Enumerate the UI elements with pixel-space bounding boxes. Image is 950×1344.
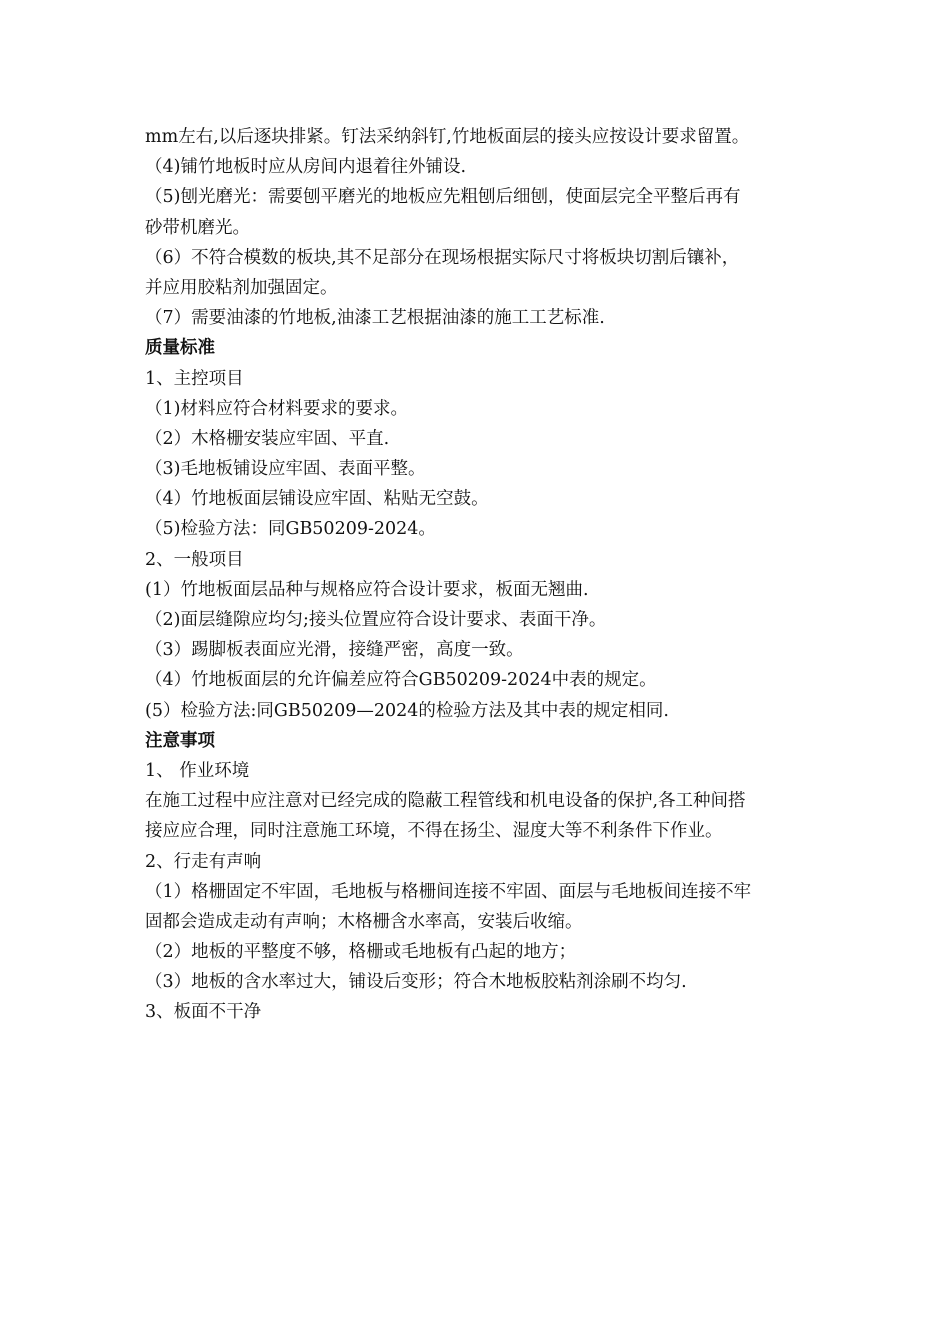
- list-item: （1)材料应符合材料要求的要求。: [145, 398, 408, 419]
- list-item: （3)毛地板铺设应牢固、表面平整。: [145, 459, 426, 480]
- paragraph-line: 接应应合理，同时注意施工环境，不得在扬尘、湿度大等不利条件下作业。: [145, 821, 723, 842]
- list-item: （3）地板的含水率过大，铺设后变形；符合木地板胶粘剂涂刷不均匀.: [145, 972, 687, 993]
- list-item: （5)检验方法：同GB50209-2024。: [145, 519, 436, 540]
- list-item: （1）格栅固定不牢固，毛地板与格栅间连接不牢固、面层与毛地板间连接不牢: [145, 881, 752, 902]
- paragraph-line: 固都会造成走动有声响；木格栅含水率高，安装后收缩。: [145, 911, 583, 932]
- subsection-heading: 2、行走有声响: [145, 851, 262, 872]
- subsection-heading: 1、主控项目: [145, 368, 244, 389]
- section-heading-quality-standard: 质量标准: [145, 338, 215, 359]
- list-item: (1）竹地板面层品种与规格应符合设计要求，板面无翘曲.: [145, 579, 589, 600]
- list-item: （4）竹地板面层的允许偏差应符合GB50209-2024中表的规定。: [145, 670, 657, 691]
- subsection-heading: 1、 作业环境: [145, 760, 250, 781]
- list-item: （6）不符合模数的板块,其不足部分在现场根据实际尺寸将板块切割后镶补，: [145, 247, 740, 268]
- list-item: （4)铺竹地板时应从房间内退着往外铺设.: [145, 157, 467, 178]
- list-item: （2）地板的平整度不够，格栅或毛地板有凸起的地方；: [145, 942, 577, 963]
- list-item: （5)刨光磨光：需要刨平磨光的地板应先粗刨后细刨，使面层完全平整后再有: [145, 187, 741, 208]
- list-item: （3）踢脚板表面应光滑，接缝严密，高度一致。: [145, 640, 524, 661]
- list-item: （2）木格栅安装应牢固、平直.: [145, 428, 390, 449]
- list-item: (5）检验方法:同GB50209—2024的检验方法及其中表的规定相同.: [145, 700, 669, 721]
- paragraph-line: mm左右,以后逐块排紧。钉法采纳斜钉,竹地板面层的接头应按设计要求留置。: [145, 127, 750, 147]
- subsection-heading: 2、一般项目: [145, 549, 244, 570]
- paragraph-line: 砂带机磨光。: [145, 217, 250, 238]
- list-item: （7）需要油漆的竹地板,油漆工艺根据油漆的施工工艺标准.: [145, 308, 605, 329]
- subsection-heading: 3、板面不干净: [145, 1002, 262, 1023]
- list-item: （4）竹地板面层铺设应牢固、粘贴无空鼓。: [145, 489, 489, 510]
- paragraph-line: 在施工过程中应注意对已经完成的隐蔽工程管线和机电设备的保护,各工种间搭: [145, 791, 746, 812]
- section-heading-precautions: 注意事项: [145, 730, 215, 751]
- paragraph-line: 并应用胶粘剂加强固定。: [145, 277, 338, 298]
- list-item: （2)面层缝隙应均匀;接头位置应符合设计要求、表面干净。: [145, 610, 607, 630]
- document-body: [145, 122, 825, 1028]
